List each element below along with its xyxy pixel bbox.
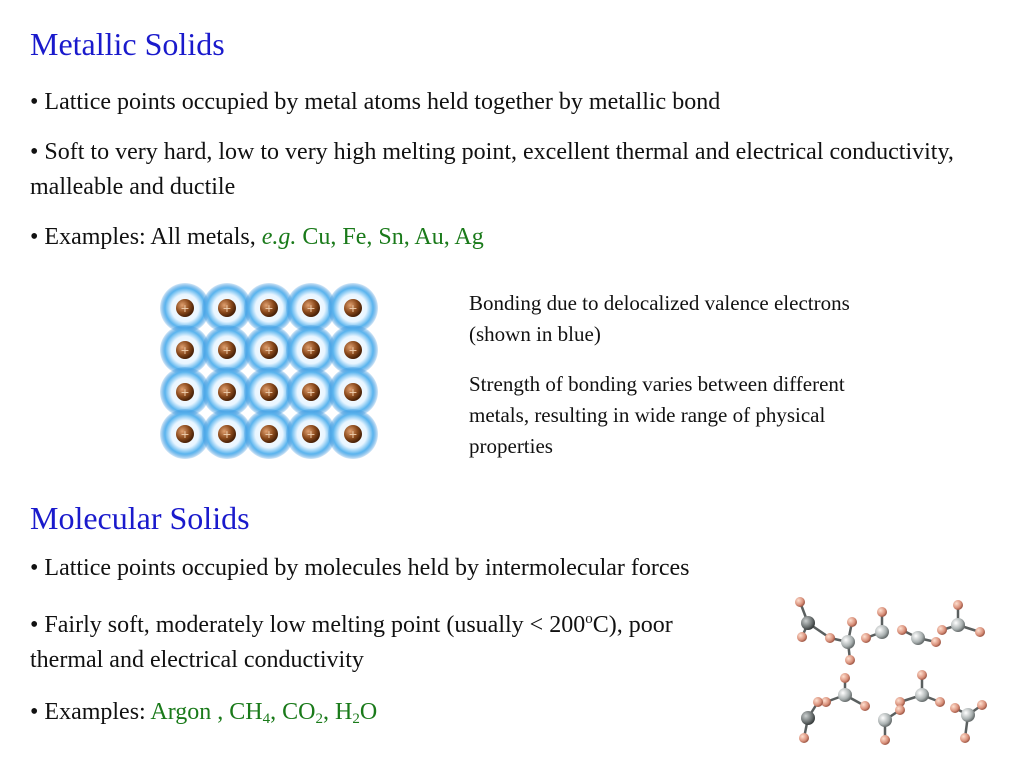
metallic-note-strength: Strength of bonding varies between different metals, resulting in wide range of physical properties — [469, 372, 845, 458]
molecular-bullet-lattice: • Lattice points occupied by molecules held by intermolecular forces — [30, 555, 690, 581]
ion-charge-label: + — [180, 386, 190, 399]
metallic-solids-title: Metallic Solids — [30, 26, 225, 62]
ion-charge-label: + — [264, 386, 274, 399]
molecular-bullet-properties — [30, 608, 720, 678]
metallic-bullet-lattice: • Lattice points occupied by metal atoms held together by metallic bond — [30, 89, 721, 115]
ion-charge-label: + — [348, 428, 358, 441]
ion-charge-label: + — [306, 386, 316, 399]
example-o: O — [359, 699, 378, 725]
ion-charge-label: + — [180, 428, 190, 441]
ion-charge-label: + — [348, 386, 358, 399]
metal-lattice-icon — [158, 282, 388, 462]
metal-examples: Cu, Fe, Sn, Au, Ag — [296, 224, 484, 250]
ion-charge-label: + — [306, 302, 316, 315]
ion-charge-label: + — [348, 344, 358, 357]
subscript-2: 2 — [315, 711, 323, 727]
molecular-bullet-examples — [30, 695, 377, 730]
metallic-bullet-properties: • Soft to very hard, low to very high melting point, excellent thermal and electrical conductivity, malleable and ductile — [30, 139, 954, 200]
example-argon-ch: Argon , CH — [150, 699, 263, 725]
metallic-bullet-examples — [30, 220, 484, 255]
examples-label: • Examples: — [30, 699, 151, 725]
molecule-network-icon — [790, 590, 1000, 760]
examples-label: • Examples: All metals, — [30, 224, 262, 250]
molecular-properties-text-2: C), poor thermal and electrical conductivity — [30, 612, 673, 673]
subscript-4: 4 — [262, 711, 271, 727]
eg-label: e.g. — [261, 224, 297, 250]
ion-charge-label: + — [222, 428, 232, 441]
ion-charge-label: + — [306, 428, 316, 441]
degree-sign: o — [585, 611, 593, 627]
subscript-2b: 2 — [352, 711, 360, 727]
ion-charge-label: + — [306, 344, 316, 357]
ion-charge-label: + — [222, 386, 232, 399]
ion-charge-label: + — [222, 302, 232, 315]
ion-charge-label: + — [180, 302, 190, 315]
example-h: , H — [322, 699, 353, 725]
ion-charge-label: + — [348, 302, 358, 315]
example-co: , CO — [270, 699, 316, 725]
ion-charge-label: + — [264, 302, 274, 315]
ion-charge-label: + — [264, 344, 274, 357]
metallic-note-delocalized: Bonding due to delocalized valence electrons (shown in blue) — [469, 291, 850, 346]
molecular-solids-title: Molecular Solids — [30, 500, 250, 536]
ion-charge-label: + — [222, 344, 232, 357]
ion-charge-label: + — [264, 428, 274, 441]
molecular-properties-text-1: • Fairly soft, moderately low melting point (usually < 200 — [30, 612, 586, 638]
ion-charge-label: + — [180, 344, 190, 357]
